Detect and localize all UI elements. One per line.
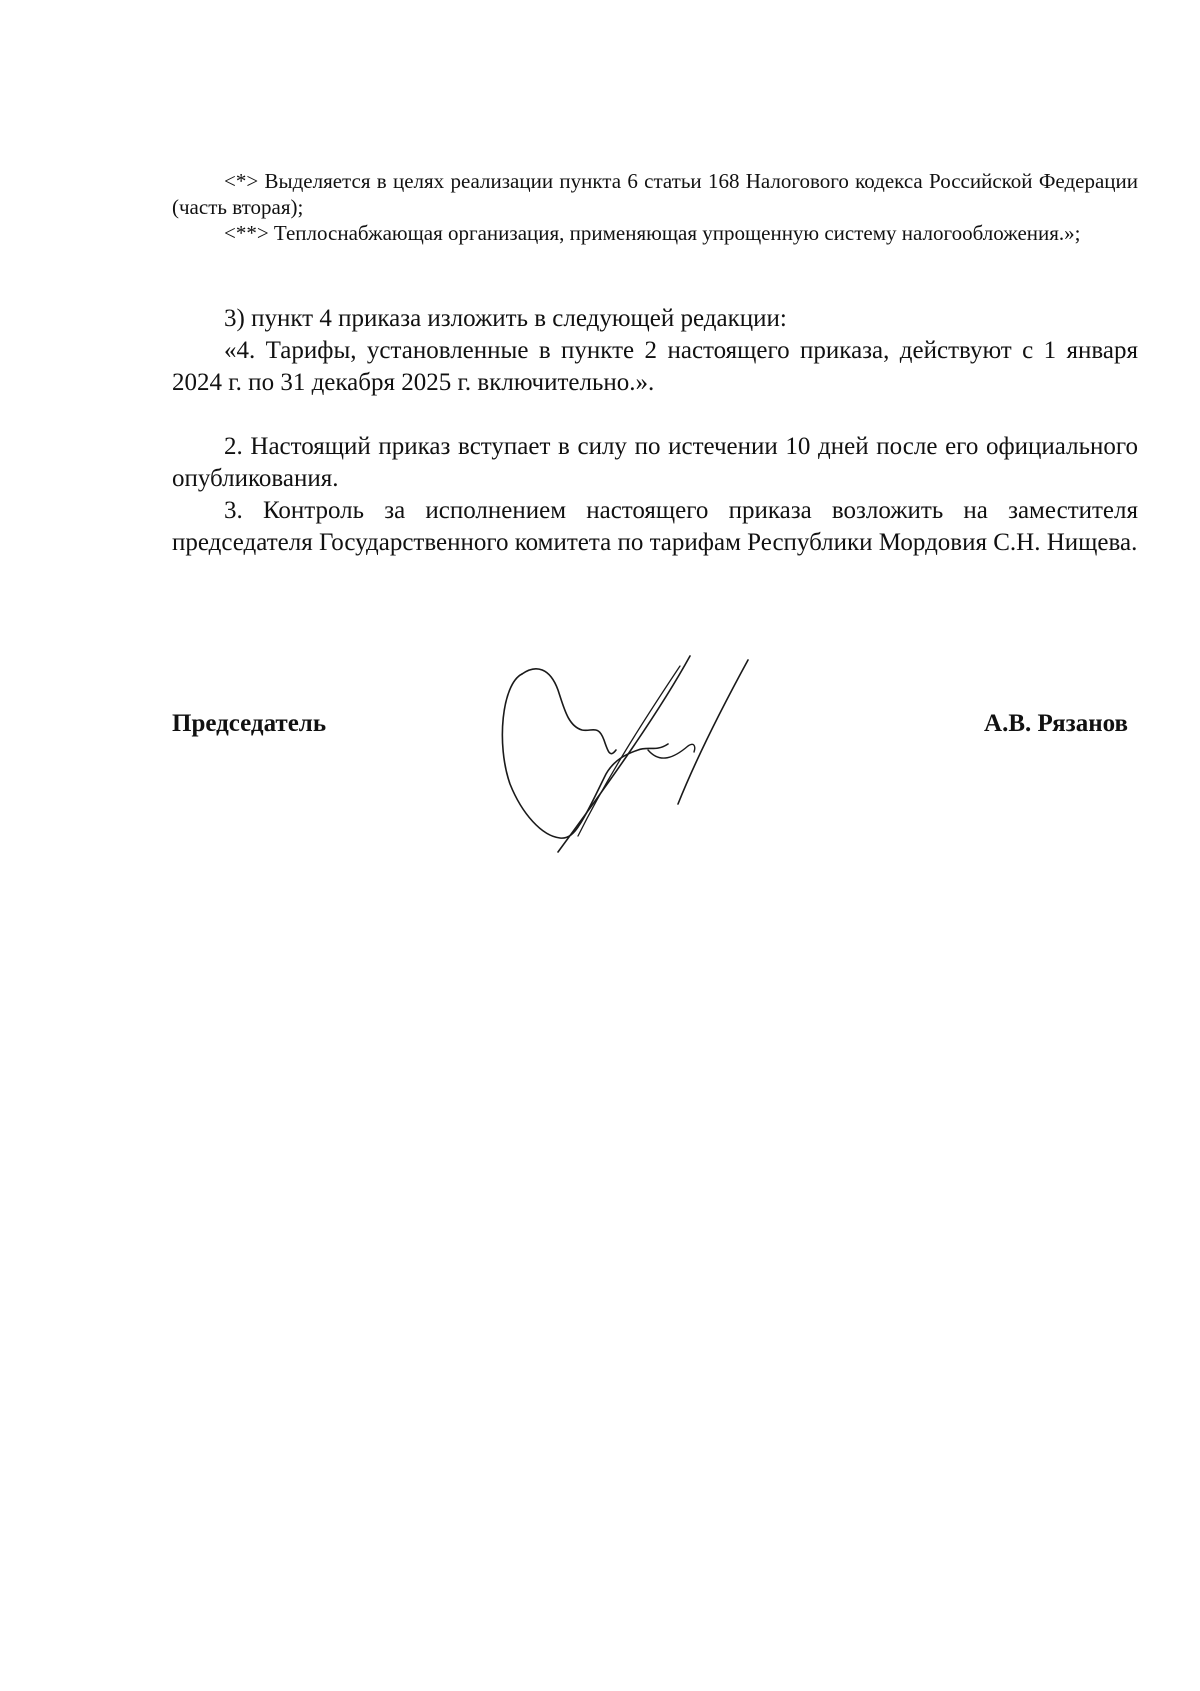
main-text <box>172 303 1138 559</box>
footnote-1: <*> Выделяется в целях реализации пункта 6 статьи 168 Налогового кодекса Российской Федерации (часть вторая); <box>172 169 1138 219</box>
paragraph-item-3: 3) пункт 4 приказа изложить в следующей редакции: <box>224 305 787 332</box>
signature-upper-curve <box>522 669 616 754</box>
signatory-title: Председатель <box>172 710 327 737</box>
paragraph-item-4-text: «4. Тарифы, установленные в пункте 2 настоящего приказа, действуют с 1 января 2024 г. по 31 декабря 2025 г. включительно.». <box>172 337 1138 396</box>
signature-right-stroke <box>678 660 748 804</box>
paragraph-control: 3. Контроль за исполнением настоящего приказа возложить на заместителя председателя Государственного комитета по тарифам Республики Мордовия С.Н. Нищева. <box>172 497 1138 556</box>
footnotes <box>172 168 1138 246</box>
paragraph-effective-date: 2. Настоящий приказ вступает в силу по истечении 10 дней после его официального опубликования. <box>172 433 1138 492</box>
signature-hook <box>648 744 695 758</box>
signatory-name: А.В. Рязанов <box>984 710 1128 737</box>
footnote-2: <**> Теплоснабжающая организация, применяющая упрощенную систему налогообложения.»; <box>224 221 1081 245</box>
signature-long-stroke-2 <box>578 666 680 836</box>
handwritten-signature <box>498 654 788 864</box>
